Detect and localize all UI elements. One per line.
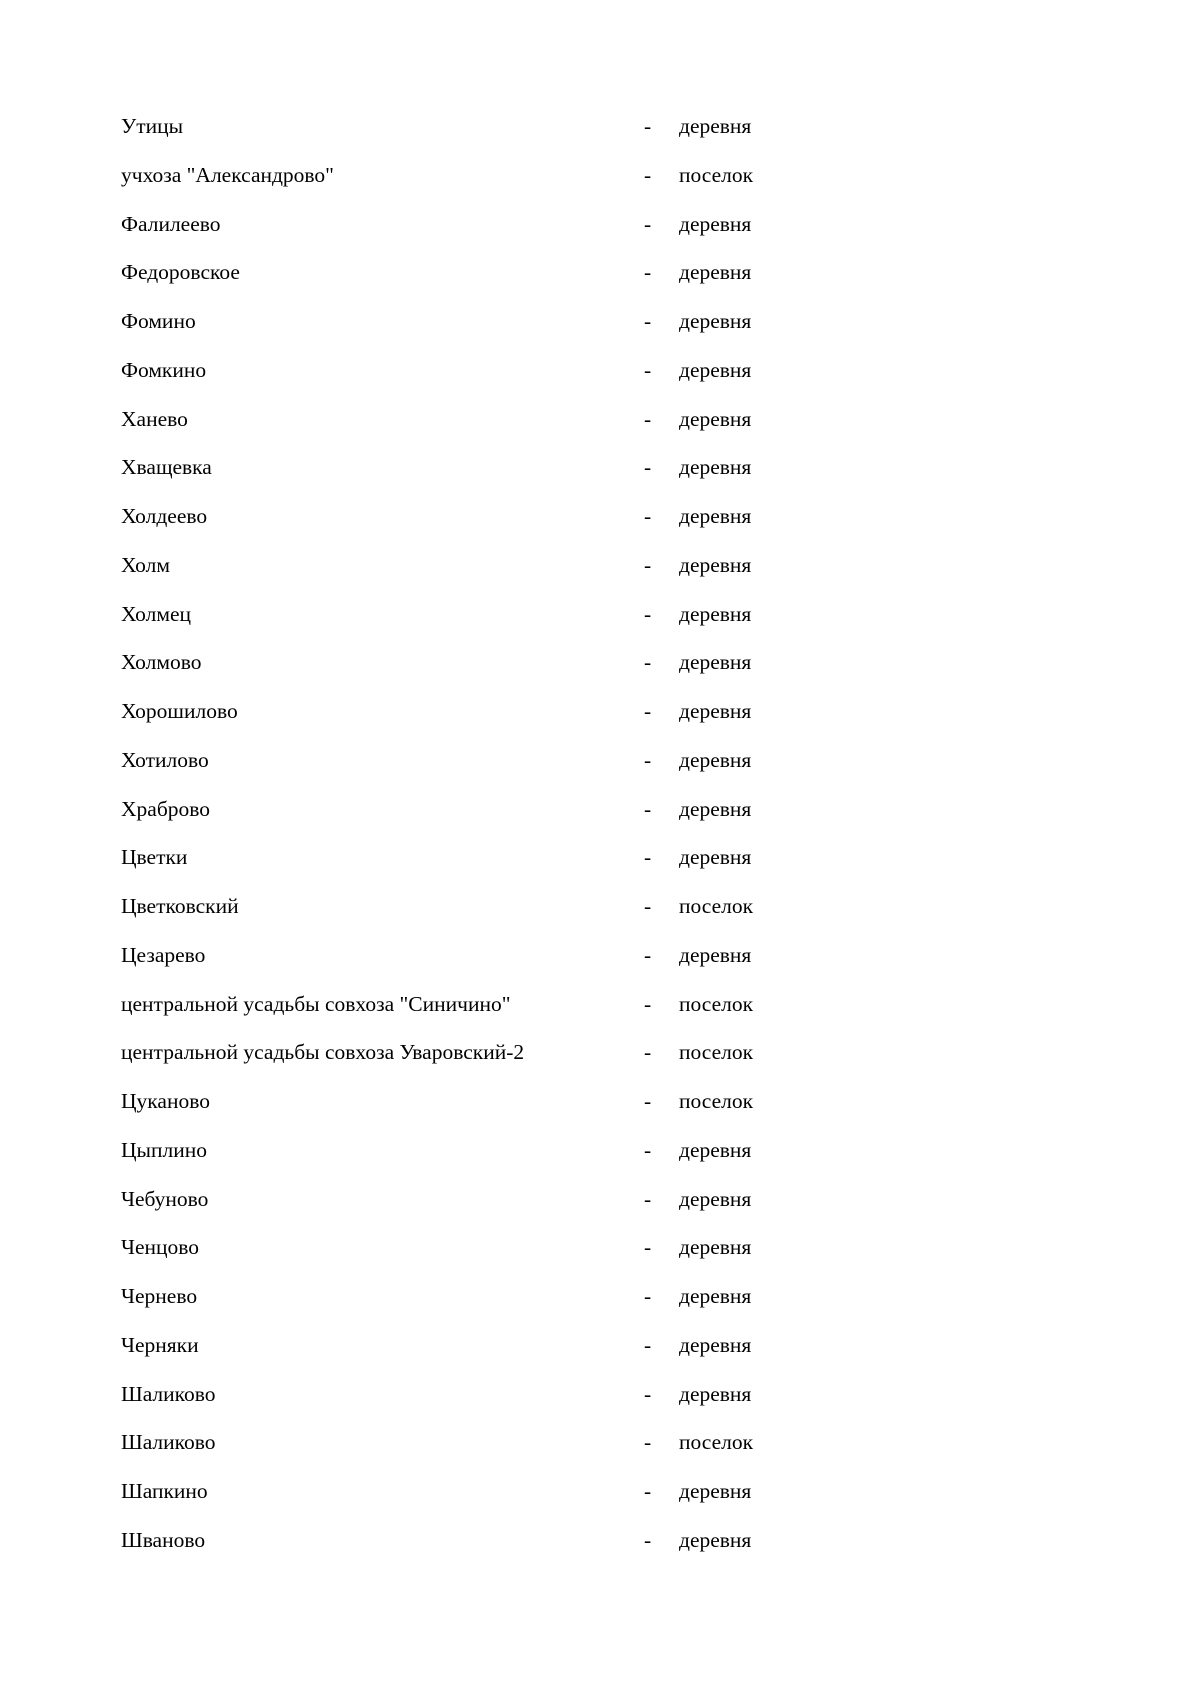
settlement-type: деревня: [679, 357, 752, 382]
settlement-list: [121, 108, 1021, 1571]
settlement-name: Хващевка: [121, 455, 212, 480]
list-item: [121, 449, 1021, 498]
settlement-name: Цуканово: [121, 1089, 210, 1113]
dash-separator: -: [644, 1332, 652, 1357]
dash-separator: -: [644, 601, 652, 626]
settlement-type: деревня: [679, 1381, 752, 1406]
settlement-type: деревня: [679, 1137, 752, 1162]
settlement-name: Фалилеево: [121, 211, 221, 236]
settlement-type: деревня: [679, 114, 752, 138]
settlement-name: Хорошилово: [121, 699, 238, 723]
dash-separator: -: [644, 1137, 652, 1162]
dash-separator: -: [644, 1235, 652, 1260]
dash-separator: -: [644, 894, 652, 918]
settlement-name: Утицы: [121, 114, 184, 138]
list-item: [121, 596, 1021, 645]
list-item: [121, 1473, 1021, 1522]
settlement-name: Храброво: [121, 796, 211, 821]
dash-separator: -: [644, 1527, 652, 1552]
dash-separator: -: [644, 1089, 652, 1113]
list-item: [121, 791, 1021, 840]
settlement-type: деревня: [679, 1332, 752, 1357]
settlement-type: деревня: [679, 650, 752, 675]
list-item: [121, 1376, 1021, 1425]
settlement-type: деревня: [679, 1186, 752, 1211]
settlement-name: Цезарево: [121, 942, 206, 967]
list-item: [121, 644, 1021, 693]
list-item: [121, 1083, 1021, 1132]
list-item: [121, 693, 1021, 742]
list-item: [121, 1424, 1021, 1473]
list-item: [121, 1522, 1021, 1571]
dash-separator: -: [644, 942, 652, 967]
dash-separator: -: [644, 552, 652, 577]
dash-separator: -: [644, 357, 652, 382]
list-item: [121, 888, 1021, 937]
settlement-type: деревня: [679, 699, 752, 723]
list-item: [121, 1034, 1021, 1083]
settlement-type: деревня: [679, 1479, 752, 1503]
settlement-type: деревня: [679, 260, 752, 285]
list-item: [121, 1327, 1021, 1376]
settlement-name: учхоза "Александрово": [121, 162, 334, 187]
settlement-type: деревня: [679, 1235, 752, 1260]
settlement-name: Хотилово: [121, 747, 209, 772]
list-item: [121, 108, 1021, 157]
settlement-name: Ченцово: [121, 1235, 200, 1260]
settlement-type: деревня: [679, 455, 752, 480]
dash-separator: -: [644, 1381, 652, 1406]
dash-separator: -: [644, 455, 652, 480]
settlement-type: деревня: [679, 1284, 752, 1308]
settlement-name: центральной усадьбы совхоза Уваровский-2: [121, 1040, 525, 1065]
settlement-name: Чернево: [121, 1284, 198, 1308]
settlement-type: деревня: [679, 601, 752, 626]
dash-separator: -: [644, 504, 652, 528]
dash-separator: -: [644, 1430, 652, 1455]
list-item: [121, 401, 1021, 450]
list-item: [121, 1229, 1021, 1278]
settlement-type: поселок: [679, 1040, 754, 1065]
settlement-type: деревня: [679, 796, 752, 821]
settlement-type: поселок: [679, 894, 754, 918]
settlement-name: Шваново: [121, 1527, 206, 1552]
list-item: [121, 303, 1021, 352]
list-item: [121, 742, 1021, 791]
list-item: [121, 839, 1021, 888]
list-item: [121, 1181, 1021, 1230]
settlement-name: Холм: [121, 552, 170, 577]
dash-separator: -: [644, 406, 652, 431]
dash-separator: -: [644, 747, 652, 772]
dash-separator: -: [644, 309, 652, 333]
dash-separator: -: [644, 650, 652, 675]
settlement-name: Фомино: [121, 309, 196, 333]
settlement-type: деревня: [679, 406, 752, 431]
settlement-type: деревня: [679, 845, 752, 870]
settlement-type: деревня: [679, 942, 752, 967]
settlement-type: деревня: [679, 552, 752, 577]
settlement-name: Шаликово: [121, 1430, 216, 1455]
settlement-name: Цыплино: [121, 1137, 207, 1162]
dash-separator: -: [644, 1479, 652, 1503]
dash-separator: -: [644, 114, 652, 138]
settlement-type: деревня: [679, 747, 752, 772]
settlement-type: поселок: [679, 162, 754, 187]
dash-separator: -: [644, 1186, 652, 1211]
settlement-name: Холдеево: [121, 504, 208, 528]
list-item: [121, 986, 1021, 1035]
dash-separator: -: [644, 1040, 652, 1065]
dash-separator: -: [644, 162, 652, 187]
settlement-type: поселок: [679, 1089, 754, 1113]
settlement-name: Черняки: [121, 1332, 199, 1357]
settlement-type: поселок: [679, 991, 754, 1016]
settlement-name: Шаликово: [121, 1381, 216, 1406]
dash-separator: -: [644, 845, 652, 870]
dash-separator: -: [644, 991, 652, 1016]
dash-separator: -: [644, 796, 652, 821]
list-item: [121, 547, 1021, 596]
settlement-name: Федоровское: [121, 260, 240, 285]
settlement-type: поселок: [679, 1430, 754, 1455]
list-item: [121, 1278, 1021, 1327]
settlement-name: Холмец: [121, 601, 192, 626]
list-item: [121, 1132, 1021, 1181]
settlement-name: Ханево: [121, 406, 188, 431]
dash-separator: -: [644, 260, 652, 285]
settlement-name: Фомкино: [121, 357, 207, 382]
settlement-type: деревня: [679, 309, 752, 333]
dash-separator: -: [644, 211, 652, 236]
list-item: [121, 157, 1021, 206]
list-item: [121, 937, 1021, 986]
dash-separator: -: [644, 1284, 652, 1308]
settlement-name: Цветки: [121, 845, 188, 870]
list-item: [121, 254, 1021, 303]
settlement-type: деревня: [679, 211, 752, 236]
list-item: [121, 352, 1021, 401]
settlement-name: Шапкино: [121, 1479, 208, 1503]
settlement-name: Холмово: [121, 650, 202, 675]
dash-separator: -: [644, 699, 652, 723]
settlement-name: Чебуново: [121, 1186, 209, 1211]
settlement-name: Цветковский: [121, 894, 239, 918]
settlement-type: деревня: [679, 504, 752, 528]
settlement-type: деревня: [679, 1527, 752, 1552]
list-item: [121, 498, 1021, 547]
settlement-name: центральной усадьбы совхоза "Синичино": [121, 991, 511, 1016]
list-item: [121, 206, 1021, 255]
